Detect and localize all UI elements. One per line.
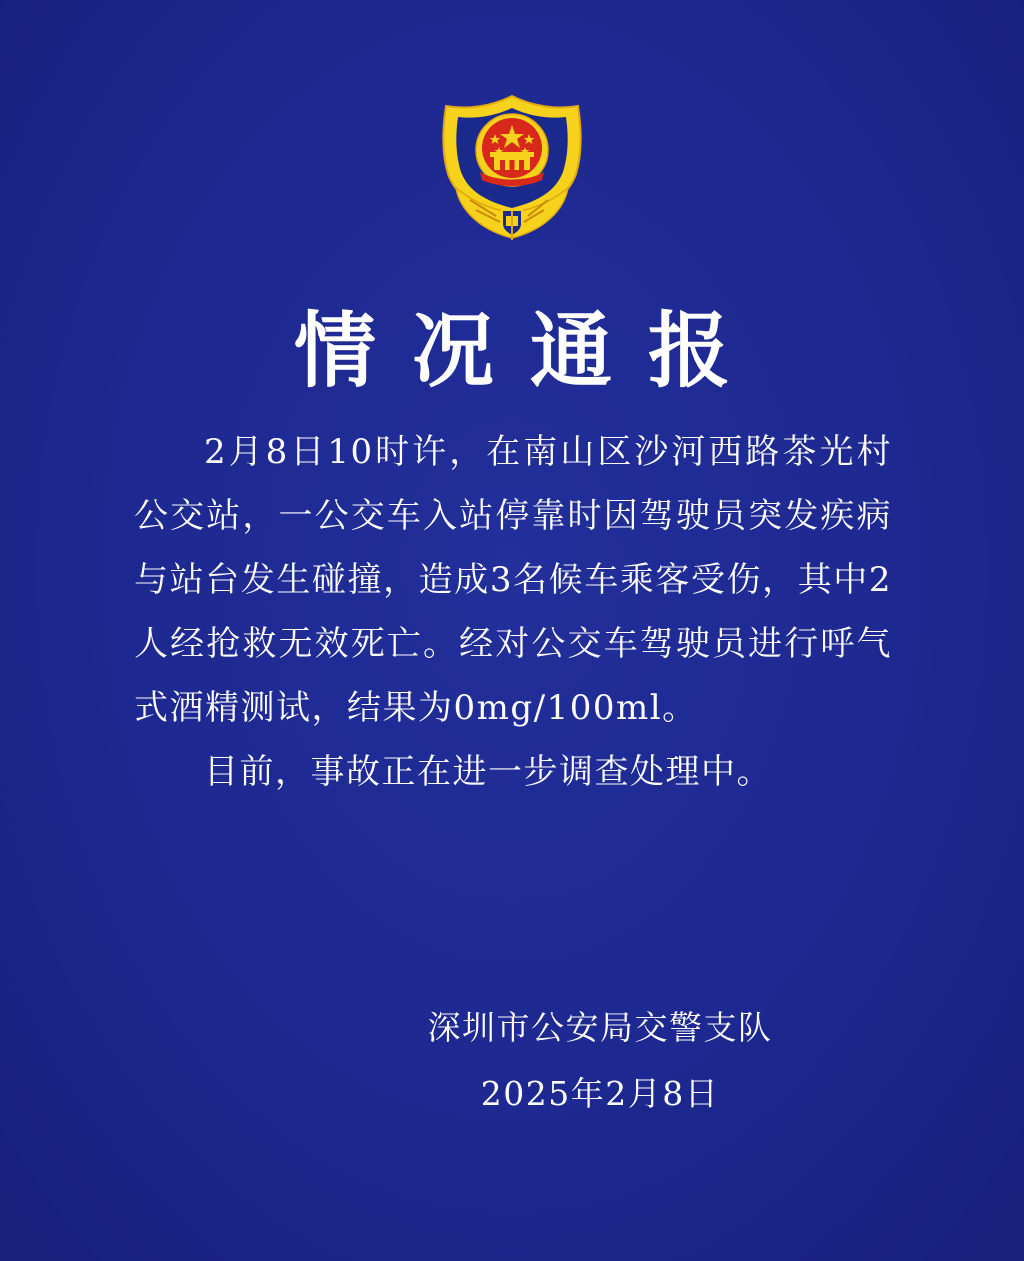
notice-paragraph-1: 2月8日10时许，在南山区沙河西路茶光村公交站，一公交车入站停靠时因驾驶员突发疾病与站台发生碰撞，造成3名候车乘客受伤，其中2人经抢救无效死亡。经对公交车驾驶员进行呼气式酒精测试，结果为0mg/100ml。 [134, 432, 892, 728]
notice-body [134, 420, 892, 804]
notice-signature [400, 995, 800, 1127]
police-emblem-icon [436, 92, 588, 252]
notice-title: 情况通报 [293, 304, 766, 399]
issuer-name: 深圳市公安局交警支队 [427, 1008, 773, 1047]
notice-paragraph-2: 目前，事故正在进一步调查处理中。 [204, 752, 772, 792]
issue-date: 2025年2月8日 [480, 1074, 720, 1113]
